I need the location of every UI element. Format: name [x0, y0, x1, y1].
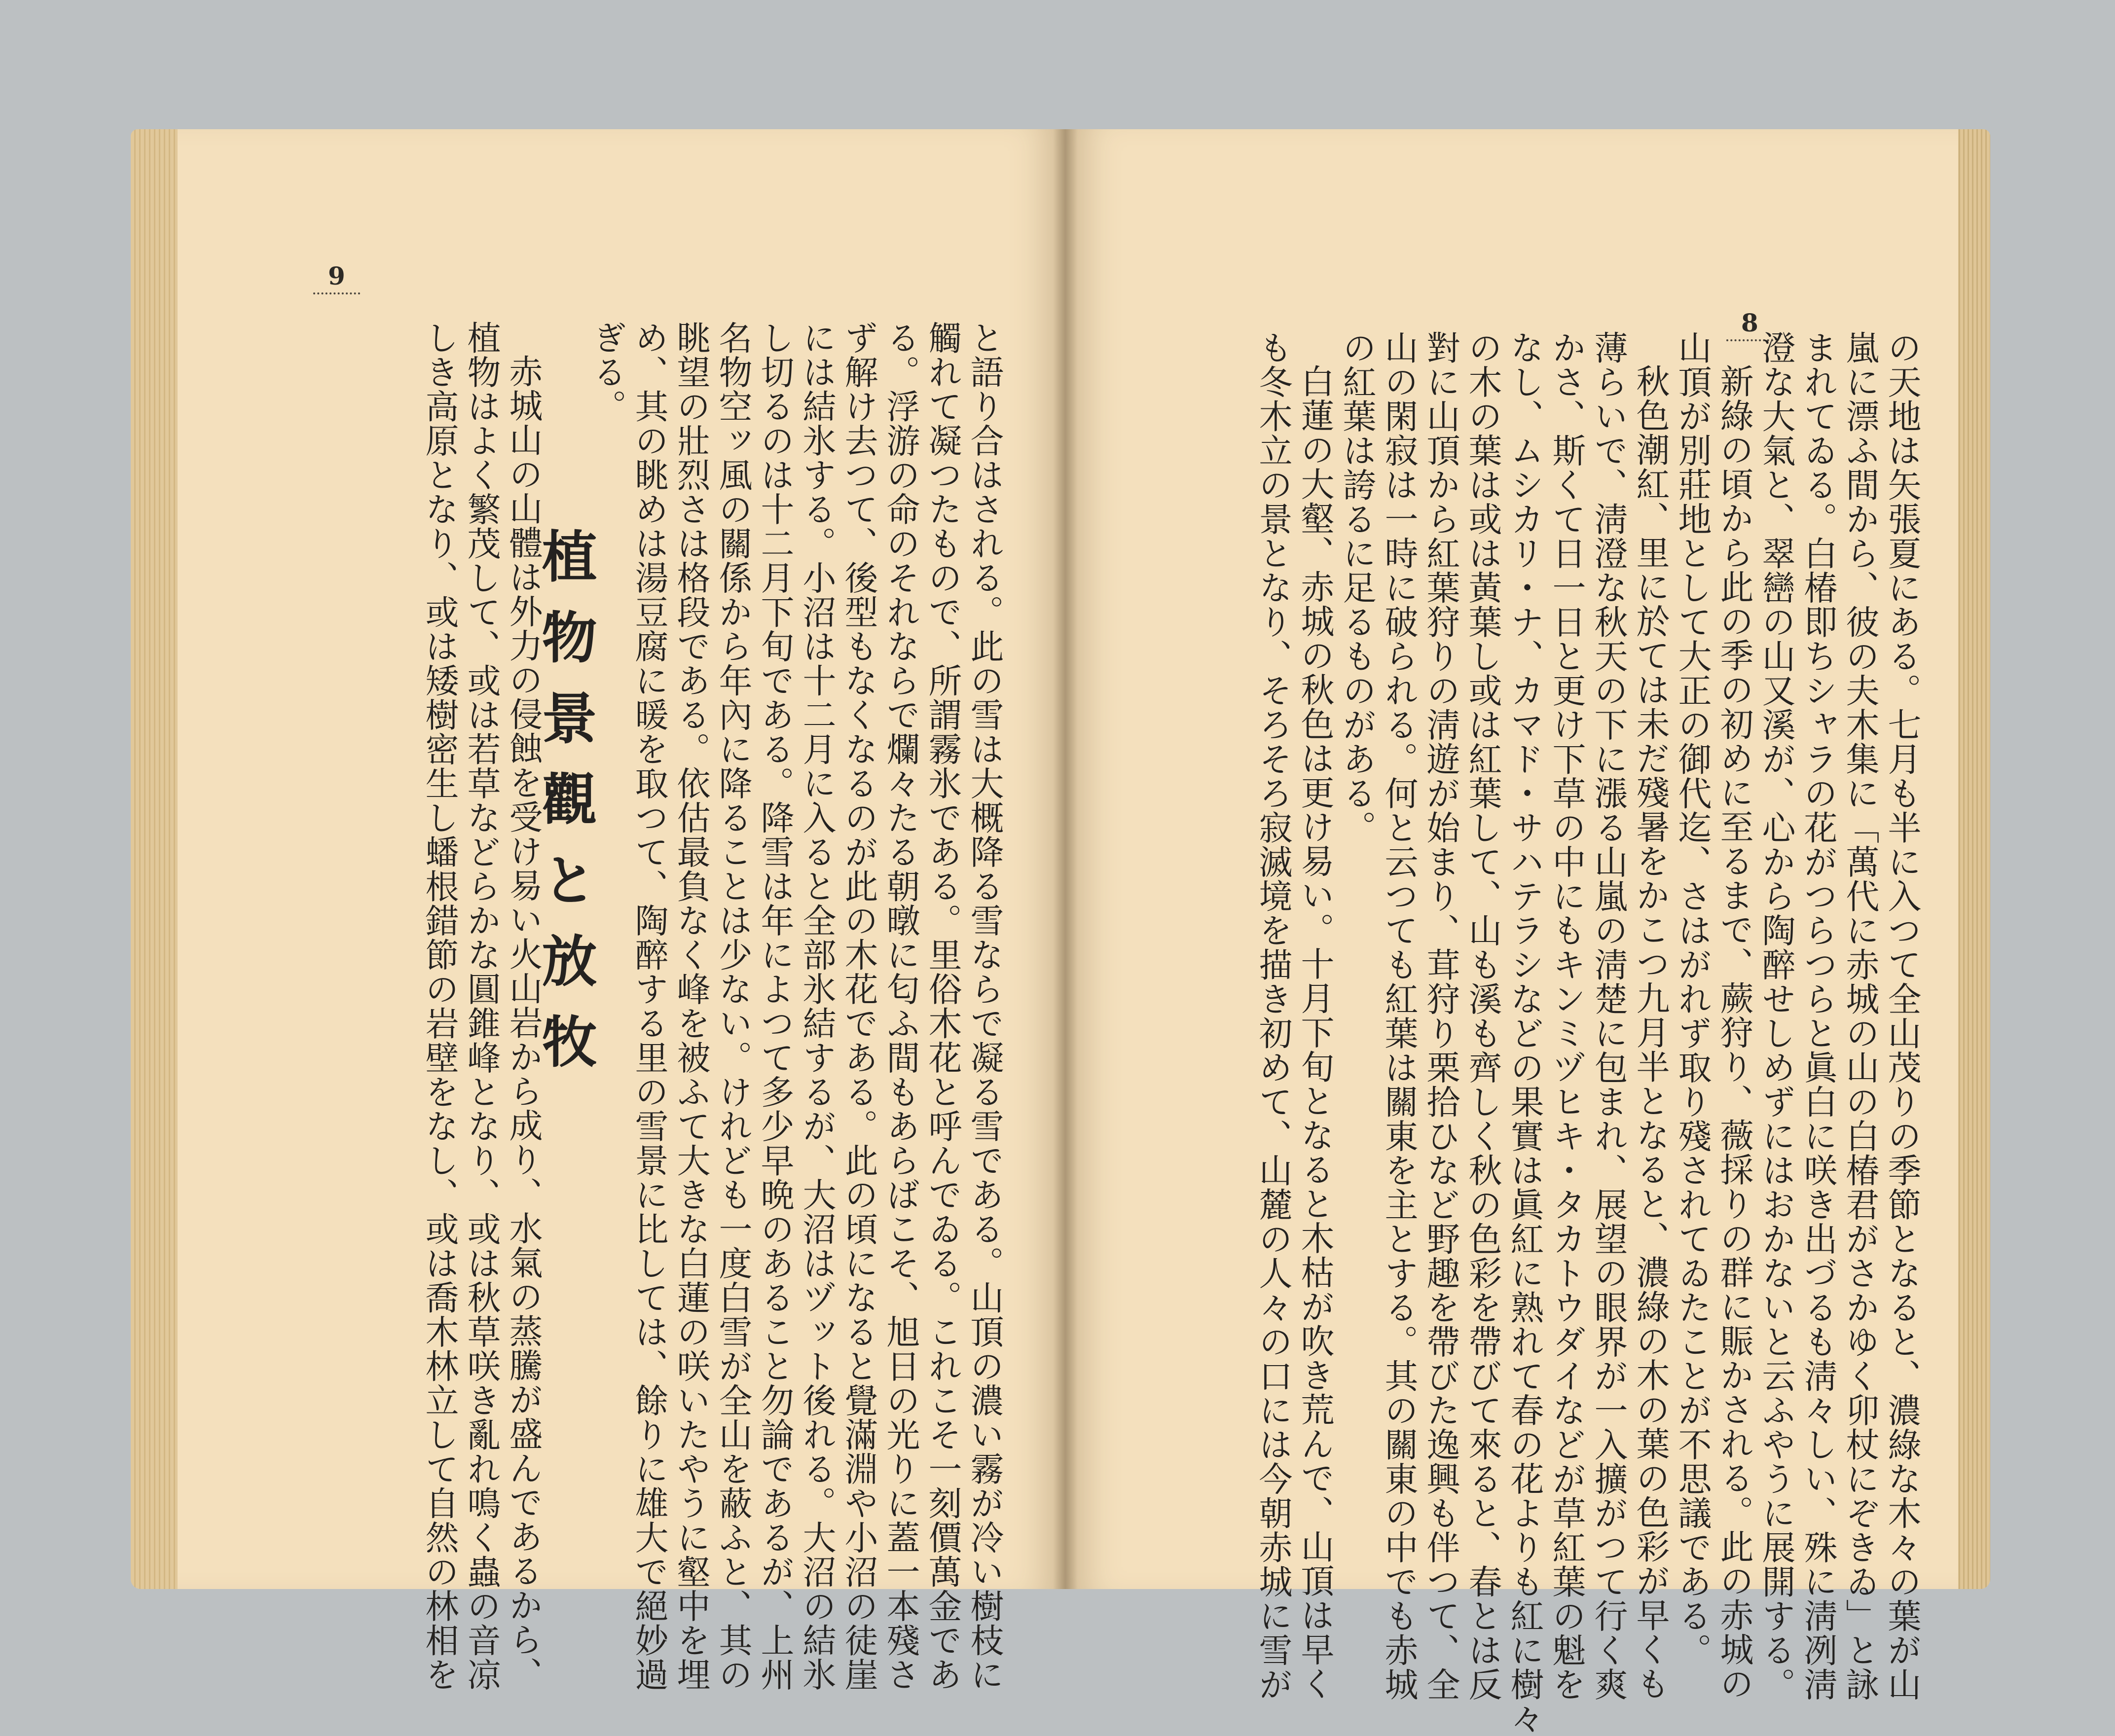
- text-line: る。浮游の命のそれならで爛々たる朝暾に匂ふ間もあらばこそ、旭日の光りに蓋一本殘さ: [881, 321, 920, 1692]
- right-page-text: [1252, 330, 1923, 1736]
- text-line: 秋色潮紅、里に於ては未だ殘暑をかこつ九月半となると、濃綠の木の葉の色彩が早くも: [1631, 364, 1670, 1701]
- text-line: 山頂が別莊地として大正の御代迄、さはがれず取り殘されてゐたことが不思議である。: [1673, 330, 1712, 1667]
- text-line: 嵐に漂ふ間から、彼の夫木集に「萬代に赤城の山の白椿君がさかゆく卯杖にぞきゐ」と詠: [1840, 330, 1879, 1701]
- text-line: も冬木立の景となり、そろそろ寂滅境を描き初めて、山麓の人々の口には今朝赤城に雪が: [1253, 330, 1292, 1701]
- text-line: ぎる。: [587, 321, 626, 424]
- section-title: 植物景觀と放牧: [533, 528, 597, 1094]
- text-line: 對に山頂から紅葉狩りの淸遊が始まり、茸狩り栗拾ひなど野趣を帶びた逸興も伴つて、全: [1421, 330, 1460, 1701]
- text-line: なし、ムシカリ・ナ、カマド・サハテラシなどの果實は眞紅に熟れて春の花よりも紅に樹々: [1505, 330, 1544, 1736]
- text-line: 白蓮の大壑、赤城の秋色は更け易い。十月下旬となると木枯が吹き荒んで、山頂は早く: [1295, 364, 1334, 1701]
- text-line: 澄な大氣と、翠巒の山又溪が、心から陶醉せしめずにはおかないと云ふやうに展開する。: [1756, 330, 1795, 1701]
- right-page-number: 8: [1726, 308, 1773, 341]
- right-page-edges: [1956, 129, 1990, 1589]
- text-line: 觸れて凝つたもので、所謂霧氷である。里俗木花と呼んでゐる。これこそ一刻價萬金であ: [923, 321, 962, 1692]
- text-line: 名物空ッ風の關係から年內に降ることは少ない。けれども一度白雪が全山を蔽ふと、其の: [713, 321, 752, 1692]
- left-page-text: [418, 321, 1005, 1692]
- text-line: の木の葉は或は黃葉し或は紅葉して、山も溪も齊しく秋の色彩を帶びて來ると、春とは反: [1463, 330, 1502, 1701]
- text-line: し切るのは十二月下旬である。降雪は年によつて多少早晩のあること勿論であるが、上州: [755, 321, 794, 1692]
- text-line: しき高原となり、或は矮樹密生し蟠根錯節の岩壁をなし、或は喬木林立して自然の林相を: [420, 321, 459, 1692]
- text-line: の天地は矢張夏にある。七月も半に入つて全山茂りの季節となると、濃綠な木々の葉が山: [1882, 330, 1921, 1701]
- text-line: と語り合はされる。此の雪は大概降る雪ならで凝る雪である。山頂の濃い霧が冷い樹枝に: [965, 321, 1004, 1692]
- text-line: の紅葉は誇るに足るものがある。: [1337, 330, 1376, 845]
- left-page-number: 9: [313, 261, 360, 294]
- text-line: 眺望の壯烈さは格段である。依估最負なく峰を被ふて大きな白蓮の咲いたやうに壑中を埋: [671, 321, 710, 1692]
- text-line: かさ、斯くて日一日と更け下草の中にもキンミヅヒキ・タカトウダイなどが草紅葉の魁を: [1547, 330, 1586, 1701]
- text-line: め、其の眺めは湯豆腐に暖を取つて、陶醉する里の雪景に比しては、餘りに雄大で絕妙過: [629, 321, 668, 1692]
- text-line: 山の閑寂は一時に破られる。何と云つても紅葉は關東を主とする。其の關東の中でも赤城: [1379, 330, 1418, 1701]
- text-line: 新綠の頃から此の季の初めに至るまで、蕨狩り、薇採りの群に賑かされる。此の赤城の: [1714, 364, 1753, 1701]
- text-line: 植物はよく繁茂して、或は若草などらかな圓錐峰となり、或は秋草咲き亂れ鳴く蟲の音凉: [462, 321, 501, 1692]
- text-line: ず解け去つて、後型もなくなるのが此の木花である。此の頃になると覺滿淵や小沼の徒崖: [839, 321, 878, 1692]
- book-gutter: [1053, 129, 1078, 1589]
- text-line: 赤城山の山體は外力の侵蝕を受け易い火山岩から成り、水氣の蒸騰が盛んであるから、: [504, 354, 543, 1691]
- text-line: には結氷する。小沼は十二月に入ると全部氷結するが、大沼はヅット後れる。大沼の結氷: [797, 321, 836, 1692]
- text-line: 薄らいで、淸澄な秋天の下に漲る山嵐の淸楚に包まれ、展望の眼界が一入擴がつて行く爽: [1589, 330, 1628, 1701]
- text-line: まれてゐる。白椿即ちシャラの花がつらつらと眞白に咲き出づるも淸々しい、殊に淸冽淸: [1798, 330, 1837, 1701]
